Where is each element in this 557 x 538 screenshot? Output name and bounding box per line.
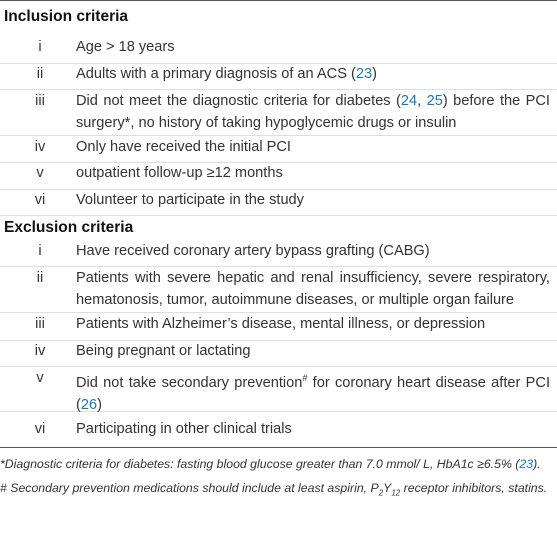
reference-link[interactable]: 26: [80, 396, 98, 413]
row-text: Age > 18 years: [76, 39, 175, 55]
inclusion-row: [0, 189, 557, 216]
inclusion-row: [0, 63, 557, 90]
table-bottom-rule: [0, 447, 557, 448]
row-text: Only have received the initial PCI: [76, 139, 291, 155]
row-text: Patients with severe hepatic and renal insufficiency, severe respiratory, hematonosis, tumor, autoimmune diseases, or multiple organ failure: [76, 270, 550, 308]
inclusion-row: [0, 90, 557, 136]
row-number: i: [38, 243, 42, 259]
row-text: Adults with a primary diagnosis of an ACS (23): [76, 66, 377, 82]
reference-link[interactable]: 25: [426, 93, 443, 109]
footnote-secondary-prevention: # Secondary prevention medications should include at least aspirin, $P_2Y_{12}$ receptor inhibitors, statins.: [0, 480, 548, 498]
exclusion-row: [0, 412, 557, 444]
inclusion-row: [0, 36, 557, 64]
row-text: Volunteer to participate in the study: [76, 192, 304, 208]
row-text: Being pregnant or lactating: [76, 343, 251, 359]
inclusion-row: [0, 162, 557, 190]
row-number: v: [36, 370, 44, 386]
exclusion-row: [0, 267, 557, 313]
reference-link[interactable]: 23: [355, 66, 373, 82]
exclusion-row: [0, 340, 557, 367]
row-number: iii: [35, 93, 45, 109]
row-text: Did not take secondary prevention# for coronary heart disease after PCI (26): [76, 373, 550, 413]
table-top-rule: [0, 0, 557, 1]
row-number: vi: [34, 421, 46, 437]
row-number: iv: [34, 139, 46, 155]
reference-link[interactable]: 23: [519, 457, 534, 471]
row-number: vi: [34, 192, 46, 208]
row-text: Patients with Alzheimer’s disease, mental illness, or depression: [76, 316, 486, 332]
footnote-diabetes: *Diagnostic criteria for diabetes: fasting blood glucose greater than 7.0 mmol/ L, HbA1c ≥6.5% (23).: [0, 457, 541, 471]
row-text: Have received coronary artery bypass grafting (CABG): [76, 243, 430, 259]
exclusion-row: [0, 367, 557, 412]
row-number: iii: [35, 316, 45, 332]
exclusion-title: Exclusion criteria: [4, 219, 134, 236]
reference-link[interactable]: 24: [400, 93, 418, 109]
exclusion-row: [0, 240, 557, 267]
row-text: outpatient follow-up ≥12 months: [76, 165, 283, 181]
row-number: ii: [36, 66, 44, 82]
inclusion-row: [0, 136, 557, 163]
row-number: ii: [36, 270, 44, 286]
exclusion-row: [0, 313, 557, 341]
row-text: Did not meet the diagnostic criteria for diabetes (24, 25) before the PCI surgery*, no history of taking hypoglycemic drugs or insulin: [76, 93, 550, 131]
inclusion-title: Inclusion criteria: [4, 8, 129, 25]
row-number: i: [38, 39, 42, 55]
row-text: Participating in other clinical trials: [76, 421, 292, 437]
row-number: v: [36, 165, 44, 181]
table-footnotes: [0, 456, 557, 502]
row-number: iv: [34, 343, 46, 359]
